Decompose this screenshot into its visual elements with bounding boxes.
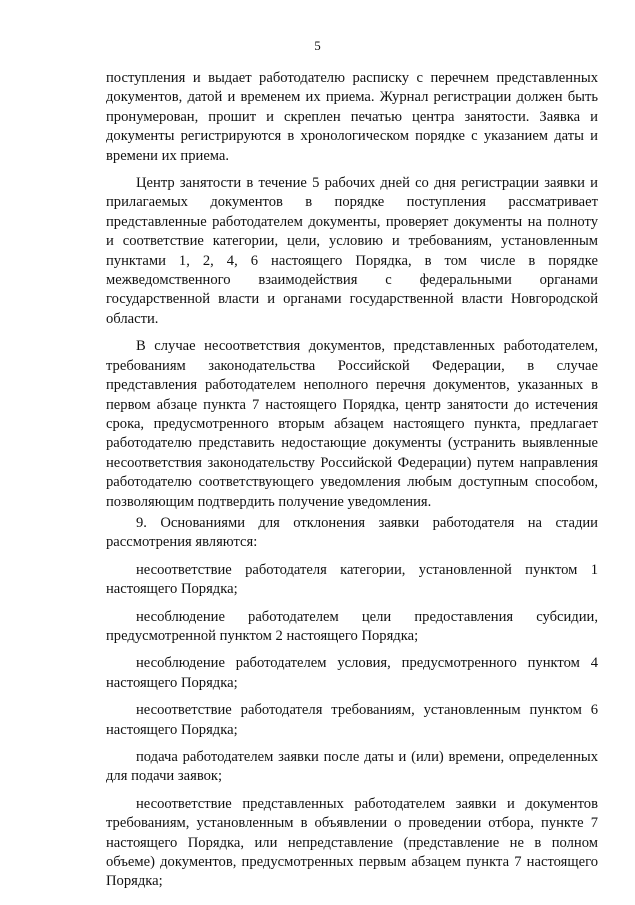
list-item-category-mismatch: несоответствие работодателя категории, установленной пунктом 1 настоящего Порядка; bbox=[106, 561, 598, 598]
list-item-condition-violation: несоблюдение работодателем условия, предусмотренного пунктом 4 настоящего Порядка; bbox=[106, 655, 598, 691]
list-item-documents-mismatch: несоответствие представленных работодателем заявки и документов требованиям, установленным в объявлении о проведении отбора, пункте 7 настоящего Порядка, или непредставление (представление не в полном объеме) документов, предусмотренных первым абзацем пункта 7 настоящего Порядка; bbox=[106, 795, 598, 890]
document-body bbox=[106, 69, 598, 900]
list-item-purpose-violation: несоблюдение работодателем цели предоставления субсидии, предусмотренной пунктом 2 настоящего Порядка; bbox=[106, 608, 598, 644]
list-item-late-submission: подача работодателем заявки после даты и (или) времени, определенных для подачи заявок; bbox=[106, 749, 598, 785]
paragraph-continuation: поступления и выдает работодателю расписку с перечнем представленных документов, датой и временем их приема. Журнал регистрации должен быть пронумерован, прошит и скреплен печатью центра занятости. Заявка и документы регистрируются в хронологическом порядке с указанием даты и времени их приема. bbox=[106, 70, 598, 164]
paragraph-item-9-heading: 9. Основаниями для отклонения заявки работодателя на стадии рассмотрения являются: bbox=[106, 514, 598, 551]
page-number: 5 bbox=[314, 38, 321, 53]
paragraph-document-mismatch: В случае несоответствия документов, представленных работодателем, требованиям законодательства Российской Федерации, в случае представления работодателем неполного перечня документов, указанных в первом абзаце пункта 7 настоящего Порядка, центр занятости до истечения срока, предусмотренного вторым абзацем настоящего пункта, предлагает работодателю представить недостающие документы (устранить выявленные несоответствия законодательству Российской Федерации) путем направления работодателю соответствующего уведомления любым доступным способом, позволяющим подтвердить получение уведомления. bbox=[106, 338, 598, 510]
paragraph-review-procedure: Центр занятости в течение 5 рабочих дней со дня регистрации заявки и прилагаемых документов в порядке поступления рассматривает представленные работодателем документы, проверяет документы на полноту и соответствие категории, цели, условию и требованиям, установленным пунктами 1, 2, 4, 6 настоящего Порядка, в том числе в порядке межведомственного взаимодействия с федеральными органами государственной власти и органами государственной власти Новгородской области. bbox=[106, 175, 598, 327]
list-item-requirements-mismatch: несоответствие работодателя требованиям, установленным пунктом 6 настоящего Порядка; bbox=[106, 702, 598, 738]
